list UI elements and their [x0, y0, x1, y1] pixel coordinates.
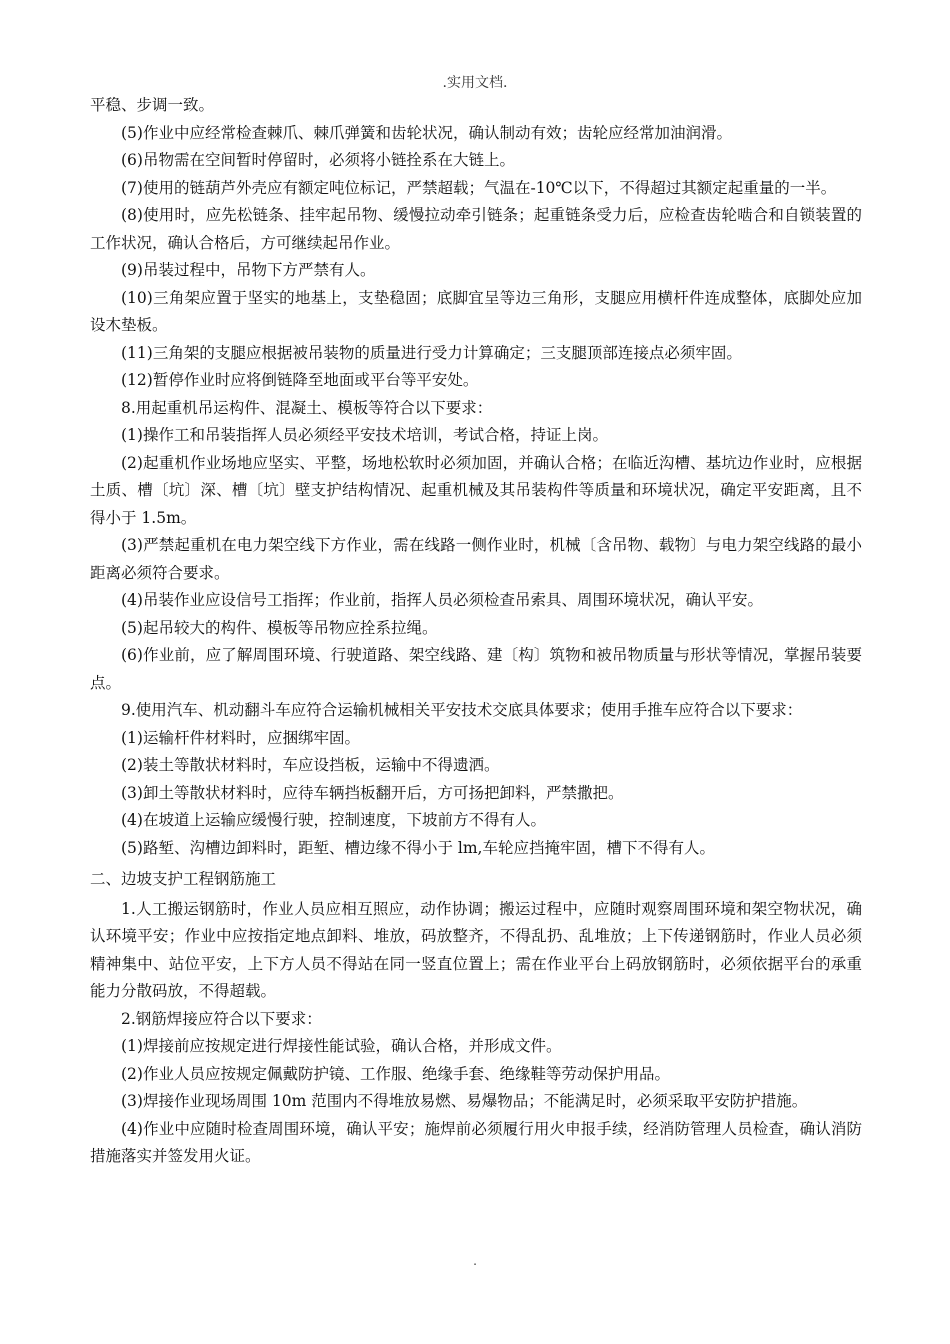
- paragraph: (7)使用的链葫芦外壳应有额定吨位标记，严禁超载；气温在-10℃以下，不得超过其额定起重量的一半。: [121, 178, 837, 197]
- paragraph: (3)卸土等散状材料时，应待车辆挡板翻开后，方可扬把卸料，严禁撒把。: [121, 783, 624, 802]
- paragraph: (1)操作工和吊装指挥人员必须经平安技术培训，考试合格，持证上岗。: [121, 426, 608, 444]
- paragraph: (5)作业中应经常检查棘爪、棘爪弹簧和齿轮状况，确认制动有效；齿轮应经常加油润滑。: [121, 123, 732, 142]
- paragraph: 平稳、步调一致。: [90, 96, 215, 114]
- paragraph: (8)使用时，应先松链条、挂牢起吊物、缓慢拉动牵引链条；起重链条受力后，应检查齿轮啮合和自锁装置的工作状况，确认合格后，方可继续起吊作业。: [90, 206, 862, 252]
- paragraph: 2.钢筋焊接应符合以下要求：: [121, 1009, 322, 1028]
- section-heading: 二、边坡支护工程钢筋施工: [90, 870, 277, 888]
- paragraph: (4)在坡道上运输应缓慢行驶，控制速度，下坡前方不得有人。: [121, 811, 546, 829]
- paragraph: (2)起重机作业场地应坚实、平整，场地松软时必须加固，并确认合格；在临近沟槽、基坑边作业时，应根据土质、槽〔坑〕深、槽〔坑〕壁支护结构情况、起重机械及其吊装构件等质量和环境状况，确定平安距离，且不得小于 1.5m。: [90, 453, 862, 527]
- paragraph: (6)作业前，应了解周围环境、行驶道路、架空线路、建〔构〕筑物和被吊物质量与形状等情况，掌握吊装要点。: [90, 646, 862, 692]
- paragraph: (2)作业人员应按规定佩戴防护镜、工作服、绝缘手套、绝缘鞋等劳动保护用品。: [121, 1064, 670, 1083]
- paragraph: (5)路堑、沟槽边卸料时，距堑、槽边缘不得小于 lm,车轮应挡掩牢固，槽下不得有人。: [121, 838, 715, 857]
- paragraph: (11)三角架的支腿应根据被吊装物的质量进行受力计算确定；三支腿顶部连接点必须牢固。: [121, 343, 742, 362]
- page-footer: .: [473, 1254, 477, 1268]
- document-body: [90, 92, 862, 1171]
- paragraph: 1.人工搬运钢筋时，作业人员应相互照应，动作协调；搬运过程中，应随时观察周围环境和架空物状况，确认环境平安；作业中应按指定地点卸料、堆放，码放整齐，不得乱扔、乱堆放；上下传递钢筋时，作业人员必须精神集中、站位平安，上下方人员不得站在同一竖直位置上；需在作业平台上码放钢筋时，必须依据平台的承重能力分散码放，不得超载。: [90, 899, 862, 1000]
- paragraph: (1)运输杆件材料时，应捆绑牢固。: [121, 728, 360, 747]
- paragraph: (3)严禁起重机在电力架空线下方作业，需在线路一侧作业时，机械〔含吊物、载物〕与电力架空线路的最小距离必须符合要求。: [90, 536, 862, 582]
- paragraph: (5)起吊较大的构件、模板等吊物应拴系拉绳。: [121, 618, 438, 637]
- paragraph: (3)焊接作业现场周围 10m 范围内不得堆放易燃、易爆物品；不能满足时，必须采取平安防护措施。: [121, 1092, 808, 1110]
- paragraph: (1)焊接前应按规定进行焊接性能试验，确认合格，并形成文件。: [121, 1037, 562, 1055]
- paragraph: 9.使用汽车、机动翻斗车应符合运输机械相关平安技术交底具体要求；使用手推车应符合以下要求：: [121, 701, 803, 719]
- paragraph: (9)吊装过程中，吊物下方严禁有人。: [121, 261, 376, 279]
- paragraph: (2)装土等散状材料时，车应设挡板，运输中不得遗洒。: [121, 756, 500, 774]
- page-header: .实用文档.: [442, 75, 508, 91]
- paragraph: (4)吊装作业应设信号工指挥；作业前，指挥人员必须检查吊索具、周围环境状况，确认平安。: [121, 591, 763, 609]
- paragraph: 8.用起重机吊运构件、混凝土、模板等符合以下要求：: [121, 398, 493, 417]
- paragraph: (10)三角架应置于坚实的地基上，支垫稳固；底脚宜呈等边三角形，支腿应用横杆件连成整体，底脚处应加设木垫板。: [90, 288, 862, 334]
- paragraph: (4)作业中应随时检查周围环境，确认平安；施焊前必须履行用火申报手续，经消防管理人员检查，确认消防措施落实并签发用火证。: [90, 1119, 862, 1165]
- paragraph: (12)暂停作业时应将倒链降至地面或平台等平安处。: [121, 371, 479, 389]
- paragraph: (6)吊物需在空间暂时停留时，必须将小链拴系在大链上。: [121, 151, 515, 169]
